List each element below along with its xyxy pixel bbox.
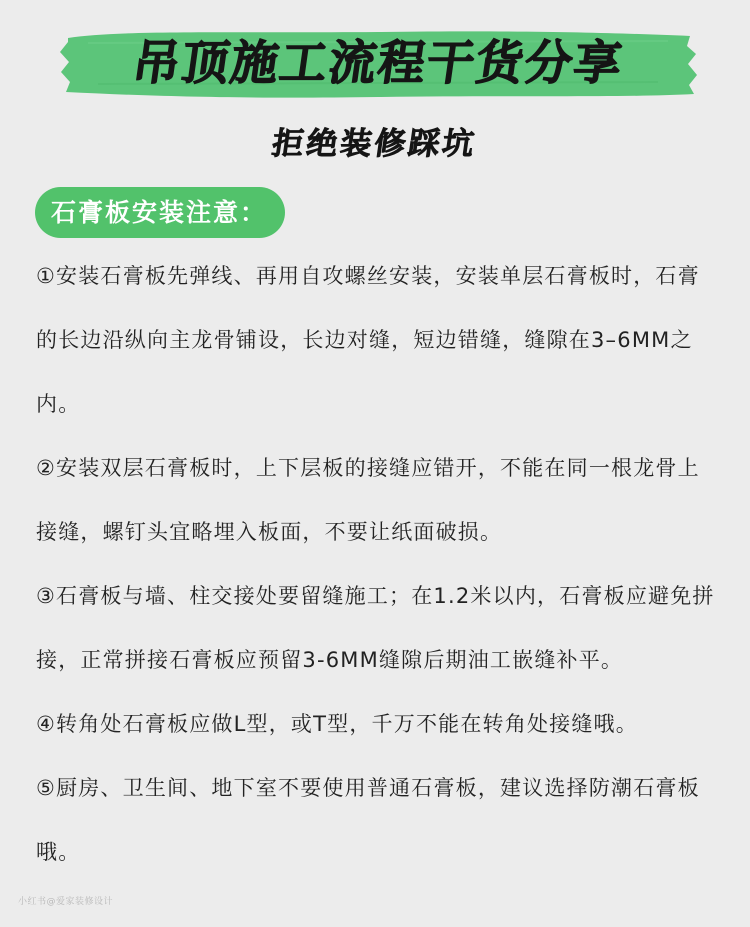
paragraph-4: ④转角处石膏板应做L型，或T型，千万不能在转角处接缝哦。	[36, 712, 638, 736]
title-banner	[58, 24, 698, 104]
section-heading-badge: 石膏板安装注意：	[35, 187, 285, 238]
page-subtitle: 拒绝装修踩坑	[269, 126, 480, 162]
paragraph-1: ①安装石膏板先弹线、再用自攻螺丝安装，安装单层石膏板时，石膏的长边沿纵向主龙骨铺设，长边对缝，短边错缝，缝隙在3–6MM之内。	[36, 264, 700, 416]
watermark: 小红书@爱家装修设计	[18, 897, 114, 907]
paragraph-3: ③石膏板与墙、柱交接处要留缝施工；在1.2米以内，石膏板应避免拼接，正常拼接石膏板应预留3-6MM缝隙后期油工嵌缝补平。	[36, 584, 715, 672]
paragraph-2: ②安装双层石膏板时，上下层板的接缝应错开，不能在同一根龙骨上接缝，螺钉头宜略埋入板面，不要让纸面破损。	[36, 456, 700, 544]
page-title: 吊顶施工流程干货分享	[129, 36, 627, 91]
paragraph-5: ⑤厨房、卫生间、地下室不要使用普通石膏板，建议选择防潮石膏板哦。	[36, 776, 700, 864]
article-body	[36, 244, 720, 884]
